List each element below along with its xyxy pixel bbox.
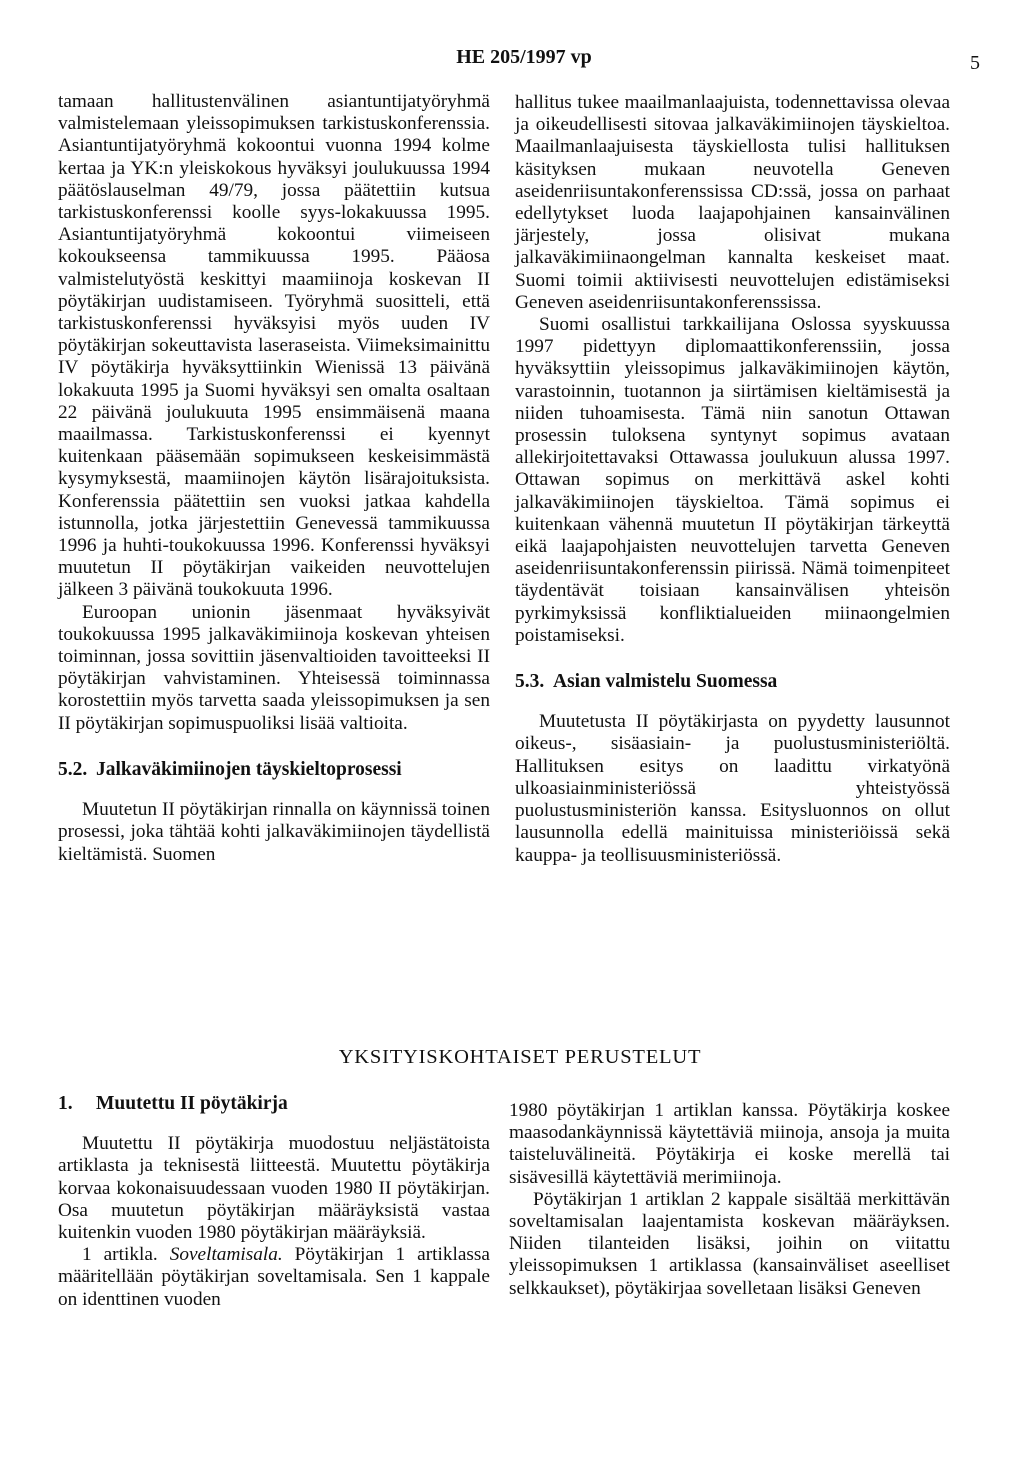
paragraph: tamaan hallitustenvälinen asiantuntijatyöryhmä valmistelemaan yleissopimuksen tarkistuskonferenssia. Asiantuntijatyöryhmä kokoontui vuonna 1994 kolme kertaa ja YK:n yleiskokous hyväksyi joulukuussa 1994 päätöslauselman 49/79, jossa päätettiin kutsua tarkistuskonferenssi koolle syys-lokakuussa 1995. Asiantuntijatyöryhmä kokoontui viimeiseen kokoukseensa tammikuussa 1995. Pääosa valmistelutyöstä keskittyi maamiinoja koskevan II pöytäkirjan uudistamiseen. Työryhmä suositteli, että tarkistuskonferenssi hyväksyisi myös uuden IV pöytäkirjan sokeuttavista laseraseista. Viimeksimainittu IV pöytäkirja hyväksyttiinkin Wienissä 13 päivänä lokakuuta 1995 ja Suomi hyväksyi sen omalta osaltaan 22 päivänä joulukuuta 1995 ensimmäisenä maana maailmassa. Tarkistuskonferenssi ei kyennyt kuitenkaan pääsemään sopimukseen keskeisimmästä kysymyksestä, maamiinojen käytön lisärajoituksista. Konferenssia päätettiin sen vuoksi jatkaa kahdella istunnolla, jotka järjestettiin Genevessä tammikuussa 1996 ja huhti-toukokuussa 1996. Konferenssi hyväksyi muutetun II pöytäkirjan vaikeiden neuvottelujen jälkeen 3 päivänä toukokuuta 1996. xyxy=(58,91,490,601)
section-number: 5.3. xyxy=(515,671,545,693)
main-heading: YKSITYISKOHTAISET PERUSTELUT xyxy=(338,1046,702,1068)
section-heading-5-3 xyxy=(515,671,950,693)
document-id: HE 205/1997 vp xyxy=(456,46,592,68)
paragraph: Muutettu II pöytäkirja muodostuu neljästätoista artiklasta ja teknisestä liitteestä. Muutettu pöytäkirja korvaa kokonaisuudessaan vuoden 1980 II pöytäkirjan. Osa muutetun pöytäkirjan määräyksistä vastaa kuitenkin vuoden 1980 pöytäkirjan määräyksiä. xyxy=(58,1133,490,1244)
paragraph: Muutetun II pöytäkirjan rinnalla on käynnissä toinen prosessi, joka tähtää kohti jalkaväkimiinojen täydellistä kieltämistä. Suomen xyxy=(58,799,490,865)
section-title: Jalkaväkimiinojen täyskieltoprosessi xyxy=(96,758,402,780)
section-number: 5.2. xyxy=(58,758,88,780)
paragraph: Euroopan unionin jäsenmaat hyväksyivät toukokuussa 1995 jalkaväkimiinoja koskevan yhteisen toiminnan, jossa sovittiin jäsenvaltioiden tavoitteeksi II pöytäkirjan vahvistaminen. Yhteisessä toiminnassa korostettiin myös tarvetta saada yleissopimuksen ja sen II pöytäkirjan sopimuspuoliksi lisää valtioita. xyxy=(58,601,490,734)
article-label: 1 artikla. xyxy=(82,1244,158,1266)
paragraph: 1980 pöytäkirjan 1 artiklan kanssa. Pöytäkirja koskee maasodankäynnissä käytettäviä miinoja, ansoja ja muita taisteluvälineitä. Pöytäkirja ei koske merellä tai sisävesillä käytettäviä merimiinoja. xyxy=(509,1100,950,1188)
section-heading-1 xyxy=(58,1093,490,1115)
section-title: Asian valmistelu Suomessa xyxy=(553,671,778,693)
paragraph: Muutetusta II pöytäkirjasta on pyydetty lausunnot oikeus-, sisäasiain- ja puolustusministeriöltä. Hallituksen esitys on laadittu virkatyönä ulkoasiainministeriössä yhteistyössä puolustusministeriön kanssa. Esitysluonnos on ollut lausunnolla edellä mainituissa ministeriöissä sekä kauppa- ja teollisuusministeriössä. xyxy=(515,711,950,866)
article-text: Pöytäkirjan 1 artiklassa määritellään pöytäkirjan soveltamisala. Sen 1 kappale on identtinen vuoden xyxy=(58,1244,490,1310)
section-number: 1. xyxy=(58,1093,73,1114)
page-number: 5 xyxy=(970,52,980,74)
right-column-bottom xyxy=(509,1100,950,1300)
paragraph xyxy=(58,1244,490,1311)
left-column-top xyxy=(58,91,490,866)
left-column-bottom xyxy=(58,1093,490,1311)
paragraph: Pöytäkirjan 1 artiklan 2 kappale sisältää merkittävän soveltamisalan laajentamista koskevan määräyksen. Niiden tilanteiden lisäksi, joihin on viitattu yleissopimuksen 1 artiklassa (kansainväliset aseelliset selkkaukset), pöytäkirjaa sovelletaan lisäksi Geneven xyxy=(509,1188,950,1299)
paragraph: Suomi osallistui tarkkailijana Oslossa syyskuussa 1997 pidettyyn diplomaattikonferenssiin, jossa hyväksyttiin yleissopimus jalkaväkimiinojen käytön, varastoinnin, tuotannon ja siirtämisen kieltämisestä ja niiden tuhoamisesta. Tämä niin sanotun Ottawan prosessin tuloksena syntynyt sopimus avataan allekirjoitettavaksi Ottawassa joulukuun alussa 1997. Ottawan sopimus on merkittävä askel kohti jalkaväkimiinojen täyskieltoa. Tämä sopimus ei kuitenkaan vähennä muutetun II pöytäkirjan tärkeyttä eikä laajapohjaisten neuvottelujen tarvetta Geneven aseidenriisuntakonferenssin piirissä. Nämä toimenpiteet täydentävät toisiaan kansainvälisen yhteisön pyrkimyksissä konfliktialueiden miinaongelmien poistamiseksi. xyxy=(515,314,950,646)
paragraph: hallitus tukee maailmanlaajuista, todennettavissa olevaa ja oikeudellisesti sitovaa jalkaväkimiinojen täyskieltoa. Maailmanlaajuisesta täyskiellosta tulisi hallituksen käsityksen mukaan neuvotella Geneven aseidenriisuntakonferenssissa CD:ssä, jossa on parhaat edellytykset luoda laajapohjainen kansainvälinen järjestely, jossa olisivat mukana jalkaväkimiinaongelman kannalta keskeiset maat. Suomi toimii aktiivisesti neuvottelujen edistämiseksi Geneven aseidenriisuntakonferenssissa. xyxy=(515,92,950,313)
section-heading-5-2 xyxy=(58,759,490,781)
right-column-top xyxy=(515,92,950,867)
section-title: Muutettu II pöytäkirja xyxy=(96,1093,288,1114)
article-title: Soveltamisala. xyxy=(169,1244,283,1266)
